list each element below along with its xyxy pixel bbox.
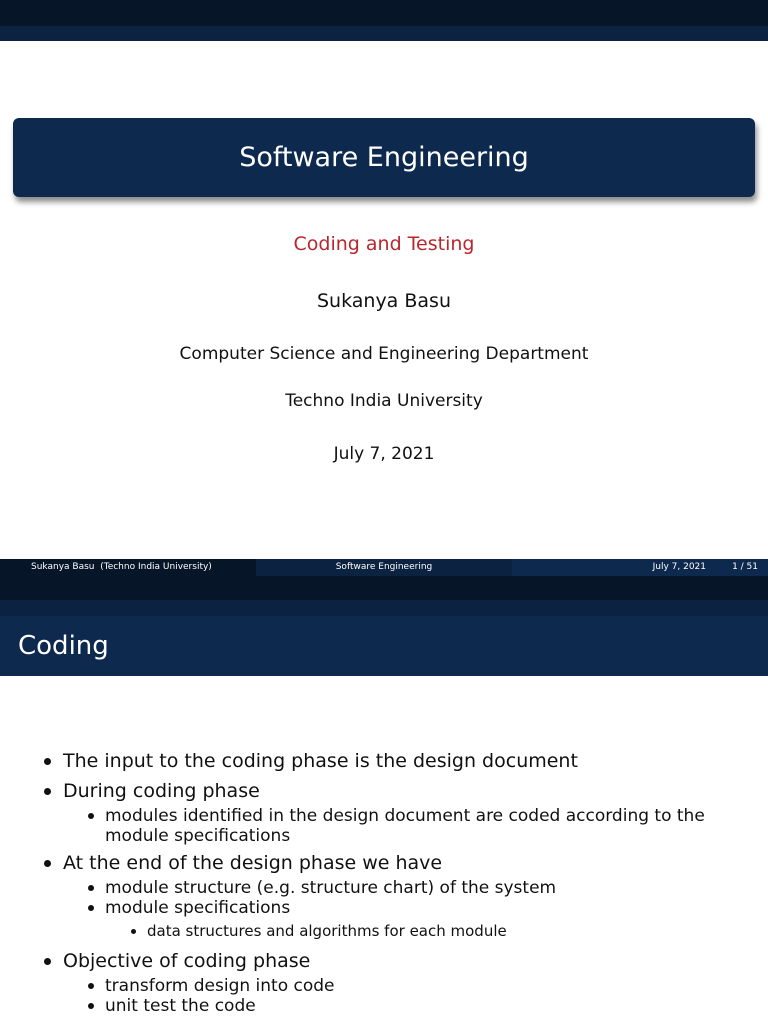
list-item: At the end of the design phase we have module structure (e.g. structure chart) of the system module specifications data structures and algorithms for each module	[0, 848, 768, 944]
footer-institute: (Techno India University)	[100, 562, 212, 572]
list-item: The input to the coding phase is the design document	[0, 746, 768, 776]
university-name: Techno India University	[285, 391, 483, 411]
coding-slide	[0, 576, 768, 1024]
sub-list-item: unit test the code	[63, 996, 768, 1016]
sub-sub-list	[105, 918, 768, 944]
presentation-title: Software Engineering	[239, 142, 529, 173]
department-name: Computer Science and Engineering Department	[179, 344, 589, 364]
slide2-header-subbar	[0, 600, 768, 616]
footer-title: Software Engineering	[335, 562, 433, 572]
sub-list-item: module structure (e.g. structure chart) of the system	[63, 878, 768, 898]
slide2-header-bar	[0, 576, 768, 600]
sub-list-item: module specifications data structures and algorithms for each module	[63, 898, 768, 944]
top-header-bar	[0, 0, 768, 26]
footer-title-section	[256, 559, 512, 576]
footer-author-section	[0, 559, 256, 576]
presentation-date: July 7, 2021	[333, 444, 435, 464]
sub-list-item: modules identified in the design document are coded according to the module specifications	[63, 806, 768, 846]
list-item: Objective of coding phase transform design into code unit test the code	[0, 946, 768, 1016]
sub-list-item: transform design into code	[63, 976, 768, 996]
sub-list	[63, 976, 768, 1016]
author-name: Sukanya Basu	[316, 290, 451, 312]
bullet-list	[0, 746, 768, 1018]
sub-list	[63, 806, 768, 846]
list-item: During coding phase modules identified in the design document are coded according to the module specifications	[0, 776, 768, 846]
footer-page-number: 1 / 51	[732, 562, 758, 572]
sub-sub-list-item: data structures and algorithms for each module	[105, 918, 768, 944]
footer-date: July 7, 2021	[652, 562, 706, 572]
slide-footer	[0, 559, 768, 576]
frame-title: Coding	[0, 616, 768, 676]
footer-author: Sukanya Basu	[31, 562, 95, 572]
presentation-title-box	[13, 118, 755, 197]
presentation-subtitle: Coding and Testing	[293, 233, 475, 255]
sub-list	[63, 878, 768, 944]
footer-date-section	[512, 559, 768, 576]
top-header-subbar	[0, 26, 768, 41]
